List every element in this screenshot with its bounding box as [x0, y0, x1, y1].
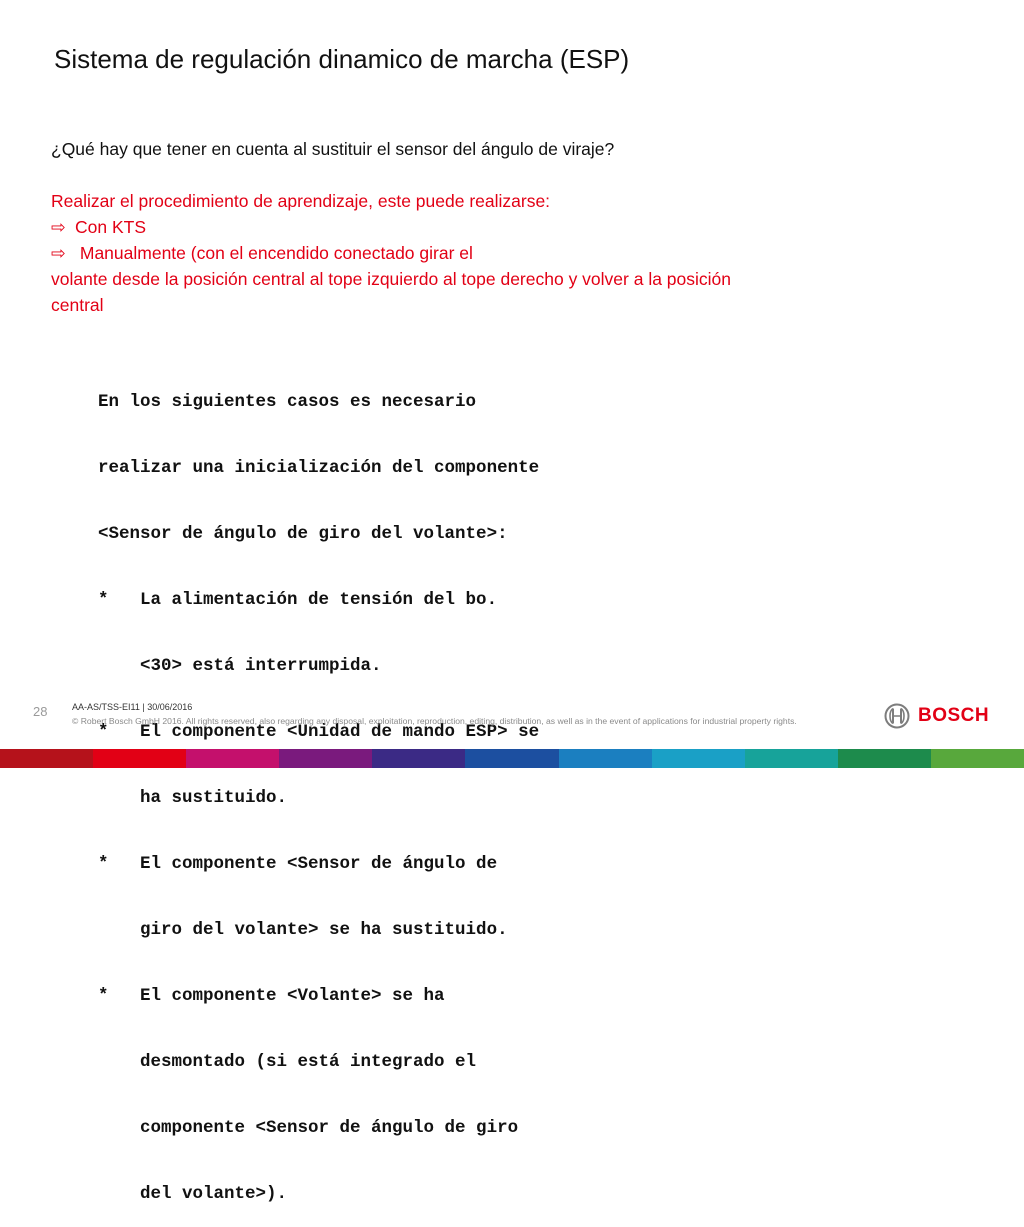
color-bar-segment: [838, 749, 931, 768]
color-bar-segment: [745, 749, 838, 768]
manual-line: En los siguientes casos es necesario: [98, 392, 477, 412]
color-bar-segment: [559, 749, 652, 768]
color-bar-segment: [931, 749, 1024, 768]
manual-line: * El componente <Volante> se ha: [98, 986, 445, 1006]
page-number: 28: [33, 704, 48, 719]
bottom-color-bar: [0, 749, 1024, 768]
color-bar-segment: [186, 749, 279, 768]
manual-line: <30> está interrumpida.: [98, 656, 382, 676]
color-bar-segment: [652, 749, 745, 768]
outline-arrow-right-icon: ⇨: [51, 243, 66, 263]
manual-line: del volante>).: [98, 1184, 288, 1204]
procedure-option-kts: ⇨ Con KTS: [51, 214, 951, 240]
copyright-notice: © Robert Bosch GmbH 2016. All rights reserved, also regarding any disposal, exploitation, reproduction, editing, distribution, as well as in the event of applications for industrial property rights.: [72, 716, 797, 726]
color-bar-segment: [465, 749, 558, 768]
bosch-logo: [884, 703, 989, 729]
question-text: ¿Qué hay que tener en cuenta al sustituir el sensor del ángulo de viraje?: [51, 139, 615, 159]
manual-line: * El componente <Unidad de mando ESP> se: [98, 722, 540, 742]
procedure-option-manual: ⇨ Manualmente (con el encendido conectado girar el: [51, 240, 951, 266]
manual-line: * El componente <Sensor de ángulo de: [98, 854, 498, 874]
procedure-intro: Realizar el procedimiento de aprendizaje, este puede realizarse:: [51, 191, 551, 211]
bosch-wordmark: BOSCH: [918, 705, 990, 726]
color-bar-segment: [372, 749, 465, 768]
color-bar-segment: [0, 749, 93, 768]
manual-line: desmontado (si está integrado el: [98, 1052, 477, 1072]
manual-line: <Sensor de ángulo de giro del volante>:: [98, 524, 508, 544]
slide-body: [51, 136, 951, 318]
manual-line: * La alimentación de tensión del bo.: [98, 590, 498, 610]
document-reference: AA-AS/TSS-EI11 | 30/06/2016: [72, 702, 193, 712]
manual-line: realizar una inicialización del componente: [98, 458, 540, 478]
procedure-manual-detail: volante desde la posición central al tope izquierdo al tope derecho y volver a la posición: [51, 269, 732, 289]
slide-title: Sistema de regulación dinamico de marcha (ESP): [54, 44, 630, 74]
manual-line: giro del volante> se ha sustituido.: [98, 920, 508, 940]
color-bar-segment: [93, 749, 186, 768]
manual-line: componente <Sensor de ángulo de giro: [98, 1118, 519, 1138]
color-bar-segment: [279, 749, 372, 768]
manual-excerpt: [98, 347, 539, 1227]
manual-line: ha sustituido.: [98, 788, 288, 808]
procedure-manual-detail-end: central: [51, 295, 104, 315]
outline-arrow-right-icon: ⇨: [51, 217, 66, 237]
bosch-armature-icon: [884, 703, 910, 729]
